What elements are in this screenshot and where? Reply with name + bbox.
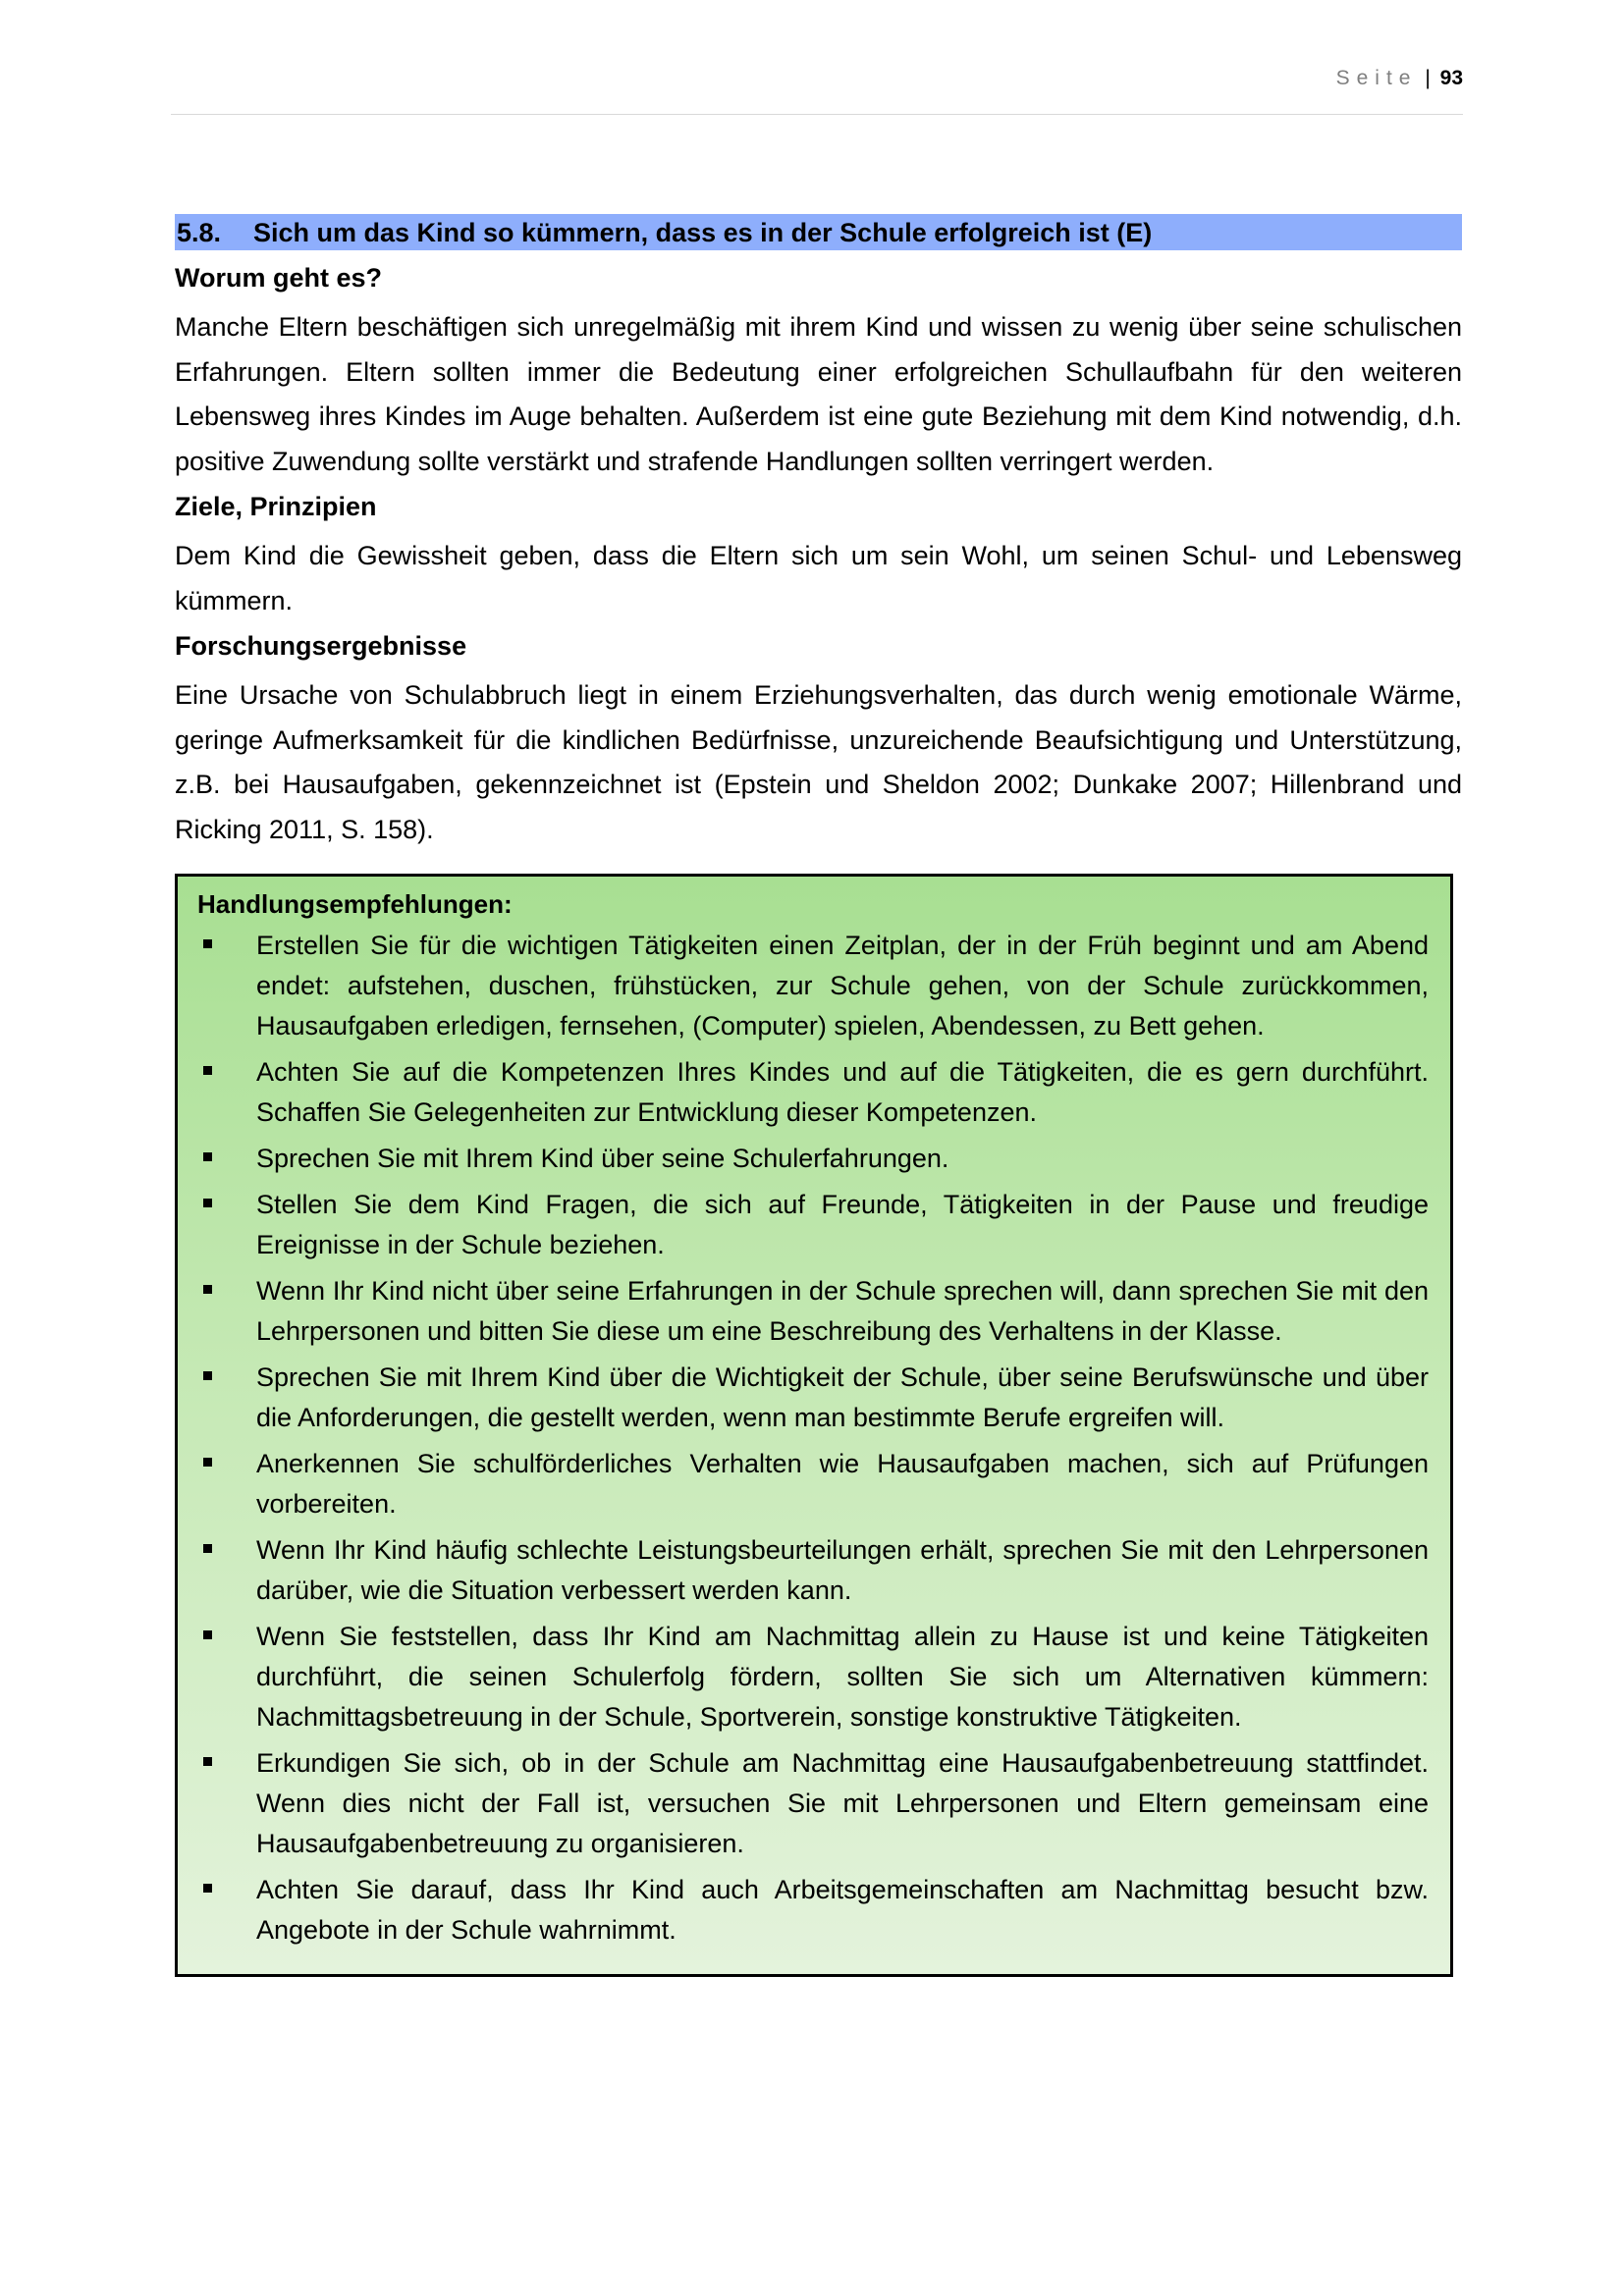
list-item-text: Achten Sie darauf, dass Ihr Kind auch Arbeitsgemeinschaften am Nachmittag besucht bzw. Angebote in der Schule wahrnimmt. bbox=[256, 1875, 1429, 1945]
ziele-heading: Ziele, Prinzipien bbox=[175, 492, 377, 521]
ziele-paragraph: Dem Kind die Gewissheit geben, dass die Eltern sich um sein Wohl, um seinen Schul- und Lebensweg kümmern. bbox=[175, 541, 1462, 615]
square-bullet-icon bbox=[203, 1152, 212, 1161]
list-item bbox=[197, 1743, 1429, 1864]
square-bullet-icon bbox=[203, 1630, 212, 1639]
list-item-text: Sprechen Sie mit Ihrem Kind über seine Schulerfahrungen. bbox=[256, 1144, 949, 1173]
list-item bbox=[197, 1530, 1429, 1611]
worum-heading: Worum geht es? bbox=[175, 263, 383, 293]
forschung-heading: Forschungsergebnisse bbox=[175, 631, 467, 661]
square-bullet-icon bbox=[203, 1066, 212, 1075]
list-item-text: Wenn Ihr Kind nicht über seine Erfahrungen in der Schule sprechen will, dann sprechen Sie mit den Lehrpersonen und bitten Sie diese um eine Beschreibung des Verhaltens in der Klasse. bbox=[256, 1276, 1429, 1346]
list-item bbox=[197, 1870, 1429, 1950]
square-bullet-icon bbox=[203, 1757, 212, 1766]
recommendations-title: Handlungsempfehlungen: bbox=[197, 889, 513, 919]
page-header bbox=[1336, 67, 1463, 90]
list-item-text: Erstellen Sie für die wichtigen Tätigkeiten einen Zeitplan, der in der Früh beginnt und am Abend endet: aufstehen, duschen, frühstücken, zur Schule gehen, von der Schule zurückkommen, Hausaufgaben erledigen, fernsehen, (Computer) spielen, Abendessen, zu Bett gehen. bbox=[256, 931, 1429, 1041]
section-heading bbox=[175, 214, 1462, 250]
list-item bbox=[197, 1617, 1429, 1737]
list-item-text: Achten Sie auf die Kompetenzen Ihres Kindes und auf die Tätigkeiten, die es gern durchführt. Schaffen Sie Gelegenheiten zur Entwicklung dieser Kompetenzen. bbox=[256, 1057, 1429, 1127]
list-item-text: Erkundigen Sie sich, ob in der Schule am Nachmittag eine Hausaufgabenbetreuung stattfindet. Wenn dies nicht der Fall ist, versuchen Sie mit Lehrpersonen und Eltern gemeinsam eine Hausaufgabenbetreuung zu organisieren. bbox=[256, 1748, 1429, 1858]
square-bullet-icon bbox=[203, 1199, 212, 1207]
list-item-text: Wenn Sie feststellen, dass Ihr Kind am Nachmittag allein zu Hause ist und keine Tätigkeiten durchführt, die seinen Schulerfolg fördern, sollten Sie sich um Alternativen kümmern: Nachmittagsbetreuung in der Schule, Sportverein, sonstige konstruktive Tätigkeiten. bbox=[256, 1622, 1429, 1732]
square-bullet-icon bbox=[203, 939, 212, 948]
list-item bbox=[197, 1139, 1429, 1179]
list-item-text: Wenn Ihr Kind häufig schlechte Leistungsbeurteilungen erhält, sprechen Sie mit den Lehrpersonen darüber, wie die Situation verbessert werden kann. bbox=[256, 1535, 1429, 1605]
list-item bbox=[197, 1185, 1429, 1265]
list-item bbox=[197, 1271, 1429, 1352]
square-bullet-icon bbox=[203, 1544, 212, 1553]
list-item-text: Stellen Sie dem Kind Fragen, die sich auf Freunde, Tätigkeiten in der Pause und freudige Ereignisse in der Schule beziehen. bbox=[256, 1190, 1429, 1259]
section-title: Sich um das Kind so kümmern, dass es in der Schule erfolgreich ist (E) bbox=[253, 218, 1153, 247]
page-number: 93 bbox=[1439, 67, 1463, 89]
list-item bbox=[197, 1444, 1429, 1524]
recommendations-list bbox=[197, 926, 1429, 1950]
page-separator: | bbox=[1425, 67, 1431, 89]
list-item-text: Anerkennen Sie schulförderliches Verhalten wie Hausaufgaben machen, sich auf Prüfungen vorbereiten. bbox=[256, 1449, 1429, 1519]
square-bullet-icon bbox=[203, 1371, 212, 1380]
page-label: Seite bbox=[1335, 67, 1418, 89]
list-item-text: Sprechen Sie mit Ihrem Kind über die Wichtigkeit der Schule, über seine Berufswünsche und über die Anforderungen, die gestellt werden, wenn man bestimmte Berufe ergreifen will. bbox=[256, 1362, 1429, 1432]
recommendations-box bbox=[175, 874, 1453, 1977]
worum-paragraph: Manche Eltern beschäftigen sich unregelmäßig mit ihrem Kind und wissen zu wenig über seine schulischen Erfahrungen. Eltern sollten immer die Bedeutung einer erfolgreichen Schullaufbahn für den weiteren Lebensweg ihres Kindes im Auge behalten. Außerdem ist eine gute Beziehung mit dem Kind notwendig, d.h. positive Zuwendung sollte verstärkt und strafende Handlungen sollten verringert werden. bbox=[175, 312, 1462, 476]
header-divider bbox=[171, 114, 1463, 115]
list-item bbox=[197, 926, 1429, 1046]
forschung-paragraph: Eine Ursache von Schulabbruch liegt in einem Erziehungsverhalten, das durch wenig emotionale Wärme, geringe Aufmerksamkeit für die kindlichen Bedürfnisse, unzureichende Beaufsichtigung und Unterstützung, z.B. bei Hausaufgaben, gekennzeichnet ist (Epstein und Sheldon 2002; Dunkake 2007; Hillenbrand und Ricking 2011, S. 158). bbox=[175, 680, 1462, 844]
section-number: 5.8. bbox=[177, 218, 222, 247]
square-bullet-icon bbox=[203, 1285, 212, 1294]
square-bullet-icon bbox=[203, 1458, 212, 1467]
page-content bbox=[175, 214, 1462, 1977]
list-item bbox=[197, 1358, 1429, 1438]
square-bullet-icon bbox=[203, 1884, 212, 1893]
list-item bbox=[197, 1052, 1429, 1133]
